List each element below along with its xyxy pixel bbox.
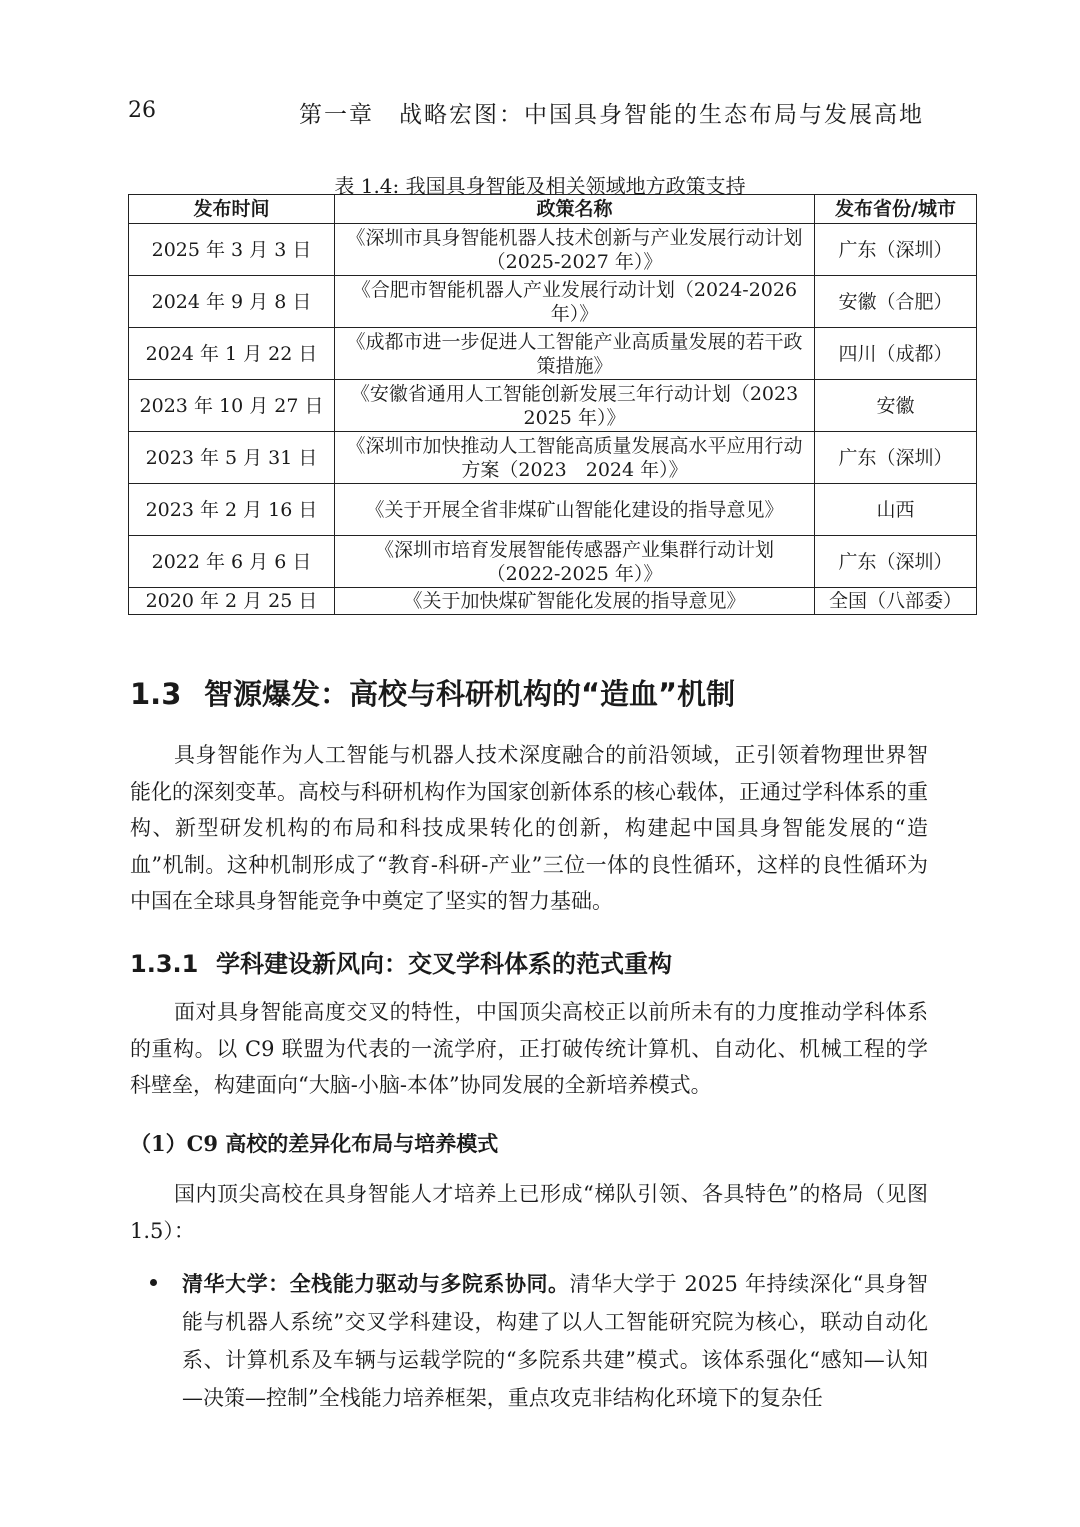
column-header-policy: 政策名称 bbox=[335, 195, 815, 224]
section-heading bbox=[130, 672, 735, 713]
cell-policy-name: 《合肥市智能机器人产业发展行动计划（2024-2026 年）》 bbox=[335, 276, 815, 328]
cell-date: 2023 年 10 月 27 日 bbox=[129, 380, 335, 432]
cell-region: 山西 bbox=[815, 484, 977, 536]
cell-date: 2024 年 9 月 8 日 bbox=[129, 276, 335, 328]
cell-policy-name: 《深圳市具身智能机器人技术创新与产业发展行动计划（2025-2027 年）》 bbox=[335, 224, 815, 276]
cell-date: 2020 年 2 月 25 日 bbox=[129, 588, 335, 615]
cell-policy-name: 《成都市进一步促进人工智能产业高质量发展的若干政策措施》 bbox=[335, 328, 815, 380]
section-title-text: 智源爆发：高校与科研机构的“造血”机制 bbox=[204, 677, 736, 711]
cell-date: 2022 年 6 月 6 日 bbox=[129, 536, 335, 588]
cell-policy-name: 《关于开展全省非煤矿山智能化建设的指导意见》 bbox=[335, 484, 815, 536]
cell-policy-name: 《安徽省通用人工智能创新发展三年行动计划（2023 2025 年）》 bbox=[335, 380, 815, 432]
bullet-heading: 清华大学：全栈能力驱动与多院系协同。 bbox=[182, 1271, 570, 1296]
cell-date: 2023 年 2 月 16 日 bbox=[129, 484, 335, 536]
cell-date: 2025 年 3 月 3 日 bbox=[129, 224, 335, 276]
cell-region: 广东（深圳） bbox=[815, 432, 977, 484]
chapter-running-header: 第一章 战略宏图：中国具身智能的生态布局与发展高地 bbox=[299, 102, 924, 128]
table-row bbox=[129, 276, 977, 328]
cell-date: 2023 年 5 月 31 日 bbox=[129, 432, 335, 484]
cell-policy-name: 《关于加快煤矿智能化发展的指导意见》 bbox=[335, 588, 815, 615]
list-item bbox=[156, 1265, 928, 1417]
subsection-title-text: 学科建设新风向：交叉学科体系的范式重构 bbox=[216, 950, 672, 978]
bullet-body: 清华大学于 2025 年持续深化“具身智能与机器人系统”交叉学科建设，构建了以人工智能研究院为核心，联动自动化系、计算机系及车辆与运载学院的“多院系共建”模式。该体系强化“感知—认知—决策—控制”全栈能力培养框架，重点攻克非结构化环境下的复杂任 bbox=[182, 1272, 929, 1410]
subsection-number: 1.3.1 bbox=[130, 950, 199, 978]
table-caption: 表 1.4: 我国具身智能及相关领域地方政策支持 bbox=[334, 174, 746, 198]
cell-region: 四川（成都） bbox=[815, 328, 977, 380]
subsection-paragraph: 面对具身智能高度交叉的特性，中国顶尖高校正以前所未有的力度推动学科体系的重构。以 C9 联盟为代表的一流学府，正打破传统计算机、自动化、机械工程的学科壁垒，构建面向“大脑-小脑-本体”协同发展的全新培养模式。 bbox=[130, 1000, 928, 1097]
cell-policy-name: 《深圳市培育发展智能传感器产业集群行动计划（2022-2025 年）》 bbox=[335, 536, 815, 588]
section-intro-paragraph: 具身智能作为人工智能与机器人技术深度融合的前沿领域，正引领着物理世界智能化的深刻变革。高校与科研机构作为国家创新体系的核心载体，正通过学科体系的重构、新型研发机构的布局和科技成果转化的创新，构建起中国具身智能发展的“造血”机制。这种机制形成了“教育-科研-产业”三位一体的良性循环，这样的良性循环为中国在全球具身智能竞争中奠定了坚实的智力基础。 bbox=[130, 743, 928, 913]
subsubsection-heading: （1）C9 高校的差异化布局与培养模式 bbox=[130, 1131, 499, 1156]
cell-region: 安徽 bbox=[815, 380, 977, 432]
table-row bbox=[129, 588, 977, 615]
cell-policy-name: 《深圳市加快推动人工智能高质量发展高水平应用行动方案（2023 2024 年）》 bbox=[335, 432, 815, 484]
column-header-date: 发布时间 bbox=[129, 195, 335, 224]
table-row bbox=[129, 484, 977, 536]
page-number: 26 bbox=[128, 98, 156, 123]
bullet-paragraph bbox=[182, 1265, 928, 1417]
subsection-heading bbox=[130, 944, 672, 979]
policy-table bbox=[128, 194, 977, 615]
table-row bbox=[129, 328, 977, 380]
table-row bbox=[129, 224, 977, 276]
cell-region: 安徽（合肥） bbox=[815, 276, 977, 328]
section-number: 1.3 bbox=[130, 677, 182, 711]
cell-region: 广东（深圳） bbox=[815, 536, 977, 588]
table-row bbox=[129, 432, 977, 484]
bullet-icon bbox=[150, 1279, 157, 1286]
column-header-region: 发布省份/城市 bbox=[815, 195, 977, 224]
table-header-row bbox=[129, 195, 977, 224]
cell-region: 广东（深圳） bbox=[815, 224, 977, 276]
table-row bbox=[129, 380, 977, 432]
subsubsection-paragraph: 国内顶尖高校在具身智能人才培养上已形成“梯队引领、各具特色”的格局（见图1.5）： bbox=[130, 1182, 928, 1243]
cell-date: 2024 年 1 月 22 日 bbox=[129, 328, 335, 380]
cell-region: 全国（八部委） bbox=[815, 588, 977, 615]
table-row bbox=[129, 536, 977, 588]
